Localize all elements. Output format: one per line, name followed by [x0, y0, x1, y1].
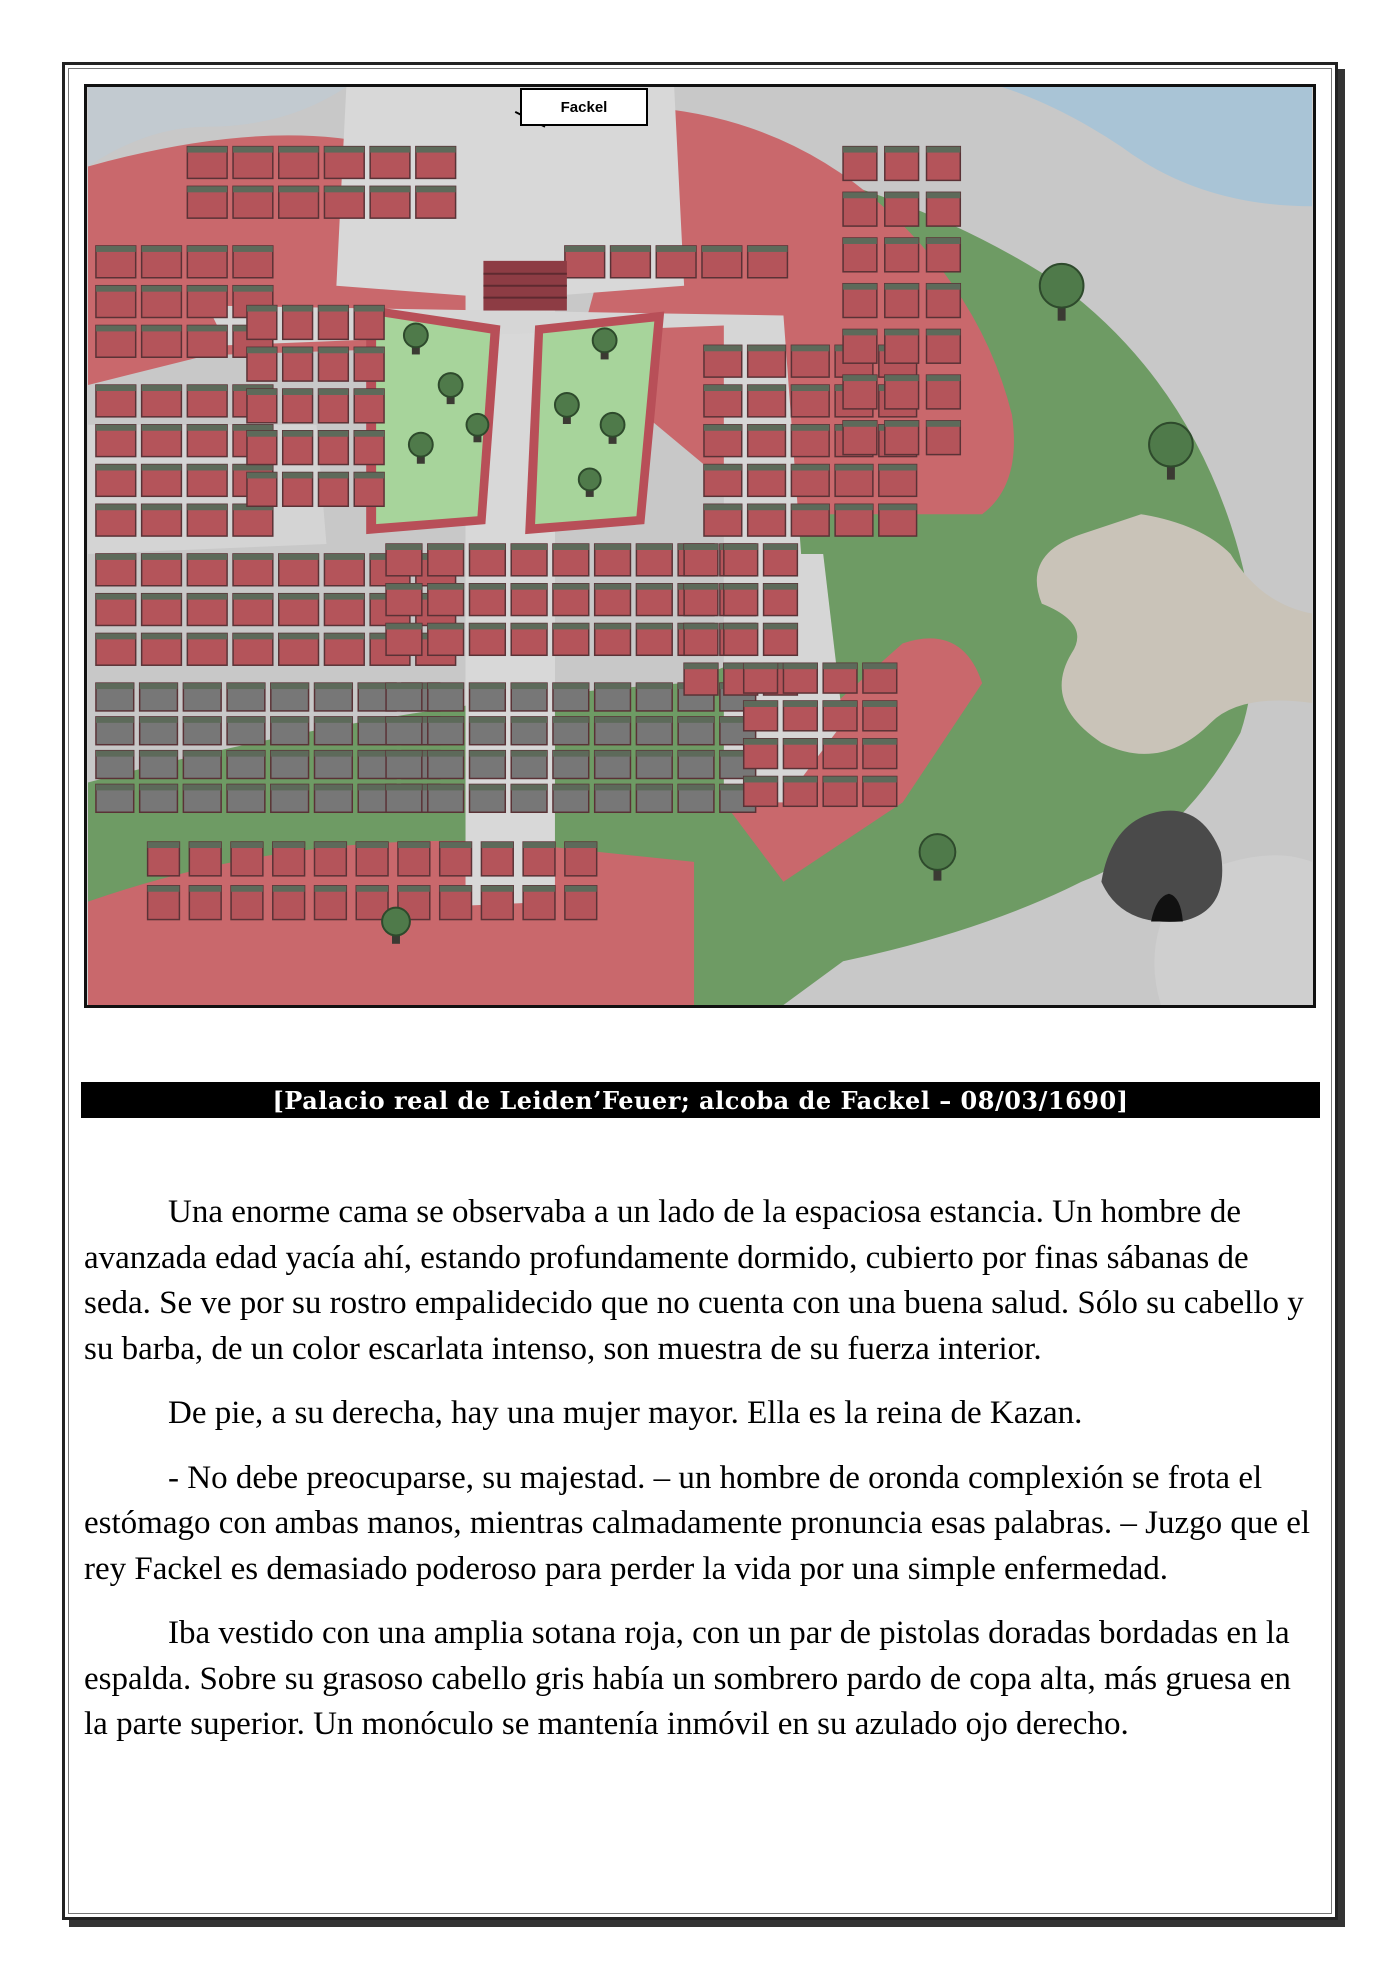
paragraph: Una enorme cama se observaba a un lado de la espaciosa estancia. Un hombre de avanzada edad yacía ahí, estando profundamente dormido, cubierto por finas sábanas de seda. Se ve por su rostro empalidecido que no cuenta con una buena salud. Sólo su cabello y su barba, de un color escarlata intenso, son muestra de su fuerza interior. — [84, 1194, 1304, 1367]
narrative-text — [84, 1190, 1316, 1767]
paragraph: - No debe preocuparse, su majestad. – un hombre de oronda complexión se frota el estómago con ambas manos, mientras calmadamente pronuncia esas palabras. – Juzgo que el rey Fackel es demasiado poderoso para perder la vida por una simple enfermedad. — [84, 1459, 1311, 1587]
paragraph: Iba vestido con una amplia sotana roja, con un par de pistolas doradas bordadas en la espalda. Sobre su grasoso cabello gris había un sombrero pardo de copa alta, más gruesa en la parte superior. Un monóculo se mantenía inmóvil en su azulado ojo derecho. — [84, 1615, 1291, 1742]
city-map-illustration — [87, 87, 1313, 1005]
paragraph: De pie, a su derecha, hay una mujer mayor. Ella es la reina de Kazan. — [168, 1395, 1083, 1431]
scene-caption: [Palacio real de Leiden’Feuer; alcoba de Fackel – 08/03/1690] — [81, 1082, 1320, 1118]
map-label-fackel: Fackel — [520, 88, 648, 126]
city-map — [84, 84, 1316, 1008]
